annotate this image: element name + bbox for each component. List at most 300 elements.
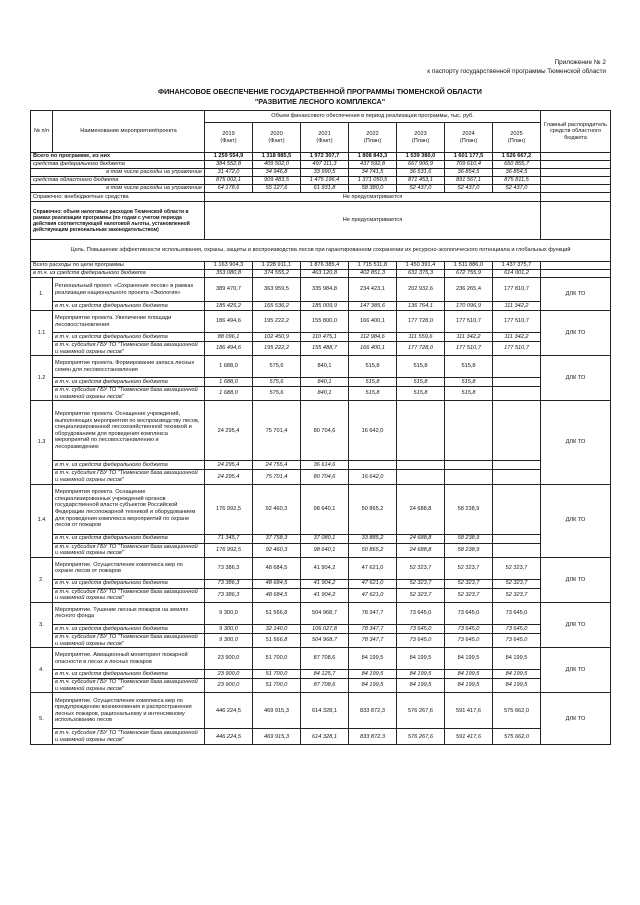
value-cell: 73 645,0 [397, 633, 445, 647]
value-cell: 446 224,5 [205, 729, 253, 745]
value-cell: 41 904,2 [301, 588, 349, 602]
value-cell [493, 356, 541, 378]
table-row [31, 333, 611, 342]
row-label: Мероприятие проекта. Формирование запаса лесных семян для лесовосстановления [53, 356, 205, 378]
table-row [31, 161, 611, 169]
appendix-line-1: Приложение № 2 [554, 59, 606, 66]
value-cell: 166 400,1 [349, 342, 397, 356]
value-cell: 84 199,5 [397, 670, 445, 679]
value-cell [349, 461, 397, 470]
value-cell: 24 688,8 [397, 543, 445, 557]
table-row [31, 484, 611, 534]
value-cell: 47 621,0 [349, 557, 397, 579]
value-cell: 52 323,7 [493, 579, 541, 588]
value-cell: 165 536,2 [253, 302, 301, 311]
value-cell: 614 328,1 [301, 693, 349, 729]
value-cell: 469 915,3 [253, 729, 301, 745]
row-label: Мероприятия проекта. Оснащение специализированных учреждений органов государственной власти субъектов Российской Федерации лесопожарной техникой и оборудованием для проведения комплекса мероприятий по охране лесов от пожаров [53, 484, 205, 534]
value-cell: 102 450,9 [253, 333, 301, 342]
year-status: (План) [411, 137, 430, 144]
value-cell: 31 472,0 [205, 169, 253, 177]
table-row [31, 278, 611, 302]
value-cell: 9 300,0 [205, 624, 253, 633]
row-label: Мероприятие. Осуществление комплекса мер по предупреждению возникновения и распространения лесных пожаров, рациональному и интенсивному использованию лесов [53, 693, 205, 729]
value-cell [445, 461, 493, 470]
value-cell: 840,1 [301, 387, 349, 401]
value-cell: 111 342,2 [493, 302, 541, 311]
value-cell: 195 222,2 [253, 342, 301, 356]
value-cell: 51 700,0 [253, 670, 301, 679]
value-cell: 52 323,7 [397, 588, 445, 602]
table-row [31, 679, 611, 693]
value-cell: 51 566,8 [253, 633, 301, 647]
value-cell: 84 125,7 [301, 670, 349, 679]
item-number: 1. [31, 278, 53, 311]
row-label: Мероприятие. Авиационный мониторинг пожарной опасности в лесах и лесных пожаров [53, 648, 205, 670]
value-cell: 73 645,0 [493, 624, 541, 633]
value-cell: 186 494,6 [205, 342, 253, 356]
value-cell: 112 984,6 [349, 333, 397, 342]
value-cell: 515,8 [445, 356, 493, 378]
value-cell: 840,1 [301, 356, 349, 378]
document-title: ФИНАНСОВОЕ ОБЕСПЕЧЕНИЕ ГОСУДАРСТВЕННОЙ ПРОГРАММЫ ТЮМЕНСКОЙ ОБЛАСТИ [158, 87, 482, 96]
value-cell: 1 475 196,4 [301, 177, 349, 185]
value-cell: 111 342,2 [493, 333, 541, 342]
table-row [31, 262, 611, 270]
table-row [31, 602, 611, 624]
finance-table [30, 110, 611, 745]
value-cell: 575,6 [253, 356, 301, 378]
value-cell: 47 621,0 [349, 588, 397, 602]
year-value: 2020 [270, 130, 283, 137]
value-cell: 363 959,5 [253, 278, 301, 302]
value-cell: 1 808 843,3 [349, 153, 397, 161]
manager-cell [541, 193, 611, 202]
table-row [31, 311, 611, 333]
value-cell: 177 510,7 [445, 342, 493, 356]
reference-value: Не предусматривается [205, 193, 541, 202]
item-number: 4. [31, 648, 53, 693]
value-cell: 1 228 911,1 [253, 262, 301, 270]
row-label: Мероприятие проекта. Увеличение площади лесовосстановления [53, 311, 205, 333]
table-row [31, 185, 611, 193]
reference-label: Справочно: внебюджетные средства [31, 193, 205, 202]
item-number: 1.3 [31, 401, 53, 484]
year-value: 2023 [414, 130, 427, 137]
value-cell: 515,8 [349, 387, 397, 401]
value-cell: 84 199,5 [349, 648, 397, 670]
value-cell: 48 684,5 [253, 579, 301, 588]
value-cell: 84 199,5 [445, 670, 493, 679]
value-cell: 875 002,1 [205, 177, 253, 185]
value-cell: 61 931,8 [301, 185, 349, 193]
value-cell: 23 900,0 [205, 648, 253, 670]
manager-cell [541, 153, 611, 161]
value-cell: 52 323,7 [445, 579, 493, 588]
value-cell: 73 645,0 [397, 624, 445, 633]
value-cell: 33 990,5 [301, 169, 349, 177]
row-label: в т.ч. из средств федерального бюджета [53, 378, 205, 387]
value-cell: 374 555,2 [253, 270, 301, 278]
row-label: Региональный проект. «Сохранение лесов» в рамках реализации национального проекта «Экология» [53, 278, 205, 302]
value-cell [493, 484, 541, 534]
value-cell: 78 347,7 [349, 602, 397, 624]
value-cell: 672 755,9 [445, 270, 493, 278]
row-label: в том числе расходы на управление [31, 169, 205, 177]
value-cell: 515,8 [445, 378, 493, 387]
value-cell: 909 483,5 [253, 177, 301, 185]
value-cell: 36 531,6 [397, 169, 445, 177]
value-cell [493, 387, 541, 401]
table-row [31, 470, 611, 484]
value-cell: 335 984,8 [301, 278, 349, 302]
value-cell: 73 386,3 [205, 557, 253, 579]
table-body [31, 111, 611, 745]
value-cell: 73 645,0 [493, 633, 541, 647]
value-cell: 111 342,2 [445, 333, 493, 342]
table-row [31, 557, 611, 579]
value-cell [397, 401, 445, 461]
value-cell: 58 238,9 [445, 484, 493, 534]
value-cell [493, 401, 541, 461]
value-cell: 667 906,9 [397, 161, 445, 169]
value-cell: 75 701,4 [253, 470, 301, 484]
value-cell [493, 543, 541, 557]
value-cell: 52 323,7 [397, 579, 445, 588]
value-cell: 75 701,4 [253, 401, 301, 461]
value-cell: 709 610,4 [445, 161, 493, 169]
value-cell: 111 559,6 [397, 333, 445, 342]
value-cell: 170 096,9 [445, 302, 493, 311]
value-cell [445, 401, 493, 461]
table-row [31, 588, 611, 602]
row-label: в т.ч. из средств федерального бюджета [53, 624, 205, 633]
row-label: в т.ч. из средств федерального бюджета [53, 534, 205, 543]
value-cell: 87 708,6 [301, 679, 349, 693]
value-cell: 515,8 [397, 387, 445, 401]
value-cell: 73 645,0 [445, 633, 493, 647]
manager-cell: ДЛК ТО [541, 693, 611, 745]
value-cell: 575,6 [253, 387, 301, 401]
header-year [253, 123, 301, 153]
item-number: 1.1 [31, 311, 53, 356]
document-subtitle: "РАЗВИТИЕ ЛЕСНОГО КОМПЛЕКСА" [254, 97, 386, 106]
value-cell: 84 199,5 [349, 670, 397, 679]
value-cell: 9 300,0 [205, 633, 253, 647]
manager-cell: ДЛК ТО [541, 602, 611, 647]
row-label: Мероприятие проекта. Оснащение учреждений, выполняющих мероприятия по воспроизводству лесов, специализированной лесохозяйственной техникой и оборудованием для проведения комплекса мероприятий по лесовосстановлению и лесоразведению [53, 401, 205, 461]
item-number: 3. [31, 602, 53, 647]
value-cell: 1 318 985,5 [253, 153, 301, 161]
value-cell: 389 470,7 [205, 278, 253, 302]
value-cell [493, 470, 541, 484]
table-row [31, 670, 611, 679]
value-cell: 50 865,2 [349, 543, 397, 557]
table-row [31, 177, 611, 185]
manager-cell: ДЛК ТО [541, 557, 611, 602]
value-cell: 136 764,1 [397, 302, 445, 311]
value-cell: 177 510,7 [445, 311, 493, 333]
value-cell: 78 347,7 [349, 633, 397, 647]
value-cell: 24 295,4 [205, 461, 253, 470]
table-row [31, 387, 611, 401]
value-cell: 1 511 886,0 [445, 262, 493, 270]
year-value: 2021 [318, 130, 331, 137]
goal-text: Цель. Повышение эффективности использования, охраны, защиты и воспроизводства лесов при гарантированном сохранении их ресурсно-экологического потенциала и глобальных функций [31, 240, 611, 262]
value-cell: 52 323,7 [397, 557, 445, 579]
value-cell: 92 460,3 [253, 484, 301, 534]
value-cell: 575 662,0 [493, 693, 541, 729]
value-cell: 236 265,4 [445, 278, 493, 302]
value-cell: 52 437,0 [493, 185, 541, 193]
value-cell: 1 972 307,7 [301, 153, 349, 161]
value-cell: 73 645,0 [445, 624, 493, 633]
row-label: в т.ч. из средств федерального бюджета [53, 302, 205, 311]
value-cell: 52 437,0 [397, 185, 445, 193]
row-label: в т.ч. из средств федерального бюджета [53, 333, 205, 342]
value-cell: 177 728,0 [397, 311, 445, 333]
table-row [31, 302, 611, 311]
value-cell [445, 470, 493, 484]
goal-row [31, 240, 611, 262]
header-manager: Главный распорядитель средств областного бюджета [541, 111, 611, 153]
value-cell: 833 872,3 [349, 693, 397, 729]
table-row [31, 624, 611, 633]
value-cell: 64 178,6 [205, 185, 253, 193]
value-cell: 52 323,7 [493, 557, 541, 579]
value-cell: 1 688,0 [205, 378, 253, 387]
value-cell [397, 470, 445, 484]
value-cell: 24 295,4 [205, 401, 253, 461]
value-cell: 84 199,5 [493, 648, 541, 670]
value-cell: 1 715 511,8 [349, 262, 397, 270]
appendix-line-2: к паспорту государственной программы Тюменской области [427, 67, 606, 75]
value-cell: 34 741,5 [349, 169, 397, 177]
manager-cell: ДЛК ТО [541, 278, 611, 311]
manager-cell: ДЛК ТО [541, 356, 611, 401]
value-cell: 515,8 [349, 378, 397, 387]
row-label: в т.ч. из средств федерального бюджета [53, 579, 205, 588]
value-cell: 84 199,5 [493, 670, 541, 679]
year-value: 2024 [462, 130, 475, 137]
value-cell: 515,8 [397, 378, 445, 387]
value-cell: 176 992,5 [205, 543, 253, 557]
row-label: в том числе расходы на управление [31, 185, 205, 193]
value-cell: 155 488,7 [301, 342, 349, 356]
value-cell: 1 163 904,3 [205, 262, 253, 270]
value-cell: 1 688,0 [205, 387, 253, 401]
value-cell: 98 640,1 [301, 543, 349, 557]
item-number: 5. [31, 693, 53, 745]
table-row [31, 693, 611, 729]
row-label: средства областного бюджета [31, 177, 205, 185]
value-cell: 88 096,1 [205, 333, 253, 342]
value-cell: 176 992,5 [205, 484, 253, 534]
table-row [31, 342, 611, 356]
row-label: в т.ч. субсидия ГБУ ТО "Тюменская база авиационной и наземной охраны лесов" [53, 470, 205, 484]
value-cell: 186 494,6 [205, 311, 253, 333]
row-label: средства федерального бюджета [31, 161, 205, 169]
value-cell: 48 684,5 [253, 588, 301, 602]
value-cell: 48 684,5 [253, 557, 301, 579]
year-status: (Факт) [268, 137, 285, 144]
value-cell: 78 347,7 [349, 624, 397, 633]
value-cell: 891 567,1 [445, 177, 493, 185]
header-year [301, 123, 349, 153]
row-label: в т.ч. субсидия ГБУ ТО "Тюменская база авиационной и наземной охраны лесов" [53, 729, 205, 745]
value-cell: 353 080,8 [205, 270, 253, 278]
value-cell: 41 904,2 [301, 557, 349, 579]
year-value: 2022 [366, 130, 379, 137]
value-cell: 37 080,1 [301, 534, 349, 543]
value-cell: 51 700,0 [253, 679, 301, 693]
value-cell: 833 872,3 [349, 729, 397, 745]
value-cell: 591 417,6 [445, 693, 493, 729]
table-row [31, 729, 611, 745]
table-row [31, 534, 611, 543]
value-cell: 33 885,2 [349, 534, 397, 543]
year-status: (План) [507, 137, 526, 144]
value-cell: 73 645,0 [493, 602, 541, 624]
value-cell: 110 475,1 [301, 333, 349, 342]
value-cell: 1 526 667,2 [493, 153, 541, 161]
manager-cell: ДЛК ТО [541, 648, 611, 693]
value-cell: 614 001,2 [493, 270, 541, 278]
year-status: (Факт) [220, 137, 237, 144]
value-cell: 50 865,2 [349, 484, 397, 534]
value-cell: 84 199,5 [397, 679, 445, 693]
row-label: Мероприятие. Тушение лесных пожаров на землях лесного фонда [53, 602, 205, 624]
year-status: (Факт) [316, 137, 333, 144]
value-cell: 469 915,3 [253, 693, 301, 729]
header-year [493, 123, 541, 153]
row-label: в т.ч. субсидия ГБУ ТО "Тюменская база авиационной и наземной охраны лесов" [53, 387, 205, 401]
value-cell: 177 810,7 [493, 278, 541, 302]
value-cell [397, 461, 445, 470]
manager-cell [541, 185, 611, 193]
table-row [31, 356, 611, 378]
value-cell: 155 800,0 [301, 311, 349, 333]
reference-row [31, 202, 611, 240]
value-cell: 1 437 375,7 [493, 262, 541, 270]
value-cell: 9 300,0 [205, 602, 253, 624]
header-row-1 [31, 111, 611, 123]
value-cell: 16 642,0 [349, 470, 397, 484]
value-cell: 34 946,8 [253, 169, 301, 177]
value-cell: 497 111,3 [301, 161, 349, 169]
value-cell: 1 259 554,9 [205, 153, 253, 161]
value-cell: 1 688,0 [205, 356, 253, 378]
value-cell: 47 621,0 [349, 579, 397, 588]
reference-value: Не предусматривается [205, 202, 541, 240]
value-cell: 55 127,6 [253, 185, 301, 193]
manager-cell: ДЛК ТО [541, 311, 611, 356]
value-cell: 575 662,0 [493, 729, 541, 745]
value-cell: 36 614,6 [301, 461, 349, 470]
manager-cell [541, 161, 611, 169]
value-cell: 875 811,5 [493, 177, 541, 185]
row-label: в т.ч. из средств федерального бюджета [31, 270, 205, 278]
value-cell: 234 423,1 [349, 278, 397, 302]
value-cell: 515,8 [349, 356, 397, 378]
year-status: (План) [459, 137, 478, 144]
value-cell: 84 199,5 [397, 648, 445, 670]
row-label: в т.ч. субсидия ГБУ ТО "Тюменская база авиационной и наземной охраны лесов" [53, 588, 205, 602]
value-cell: 1 876 385,4 [301, 262, 349, 270]
value-cell: 446 224,5 [205, 693, 253, 729]
manager-cell [541, 169, 611, 177]
value-cell: 1 601 177,5 [445, 153, 493, 161]
value-cell: 73 386,3 [205, 579, 253, 588]
value-cell: 41 904,2 [301, 579, 349, 588]
value-cell: 177 510,7 [493, 311, 541, 333]
row-label: в т.ч. субсидия ГБУ ТО "Тюменская база авиационной и наземной охраны лесов" [53, 679, 205, 693]
value-cell: 576 267,6 [397, 729, 445, 745]
value-cell: 58 238,9 [445, 543, 493, 557]
value-cell: 840,1 [301, 378, 349, 387]
value-cell: 80 704,6 [301, 401, 349, 461]
value-cell: 98 640,1 [301, 484, 349, 534]
value-cell: 166 400,1 [349, 311, 397, 333]
table-row [31, 401, 611, 461]
value-cell: 147 385,6 [349, 302, 397, 311]
value-cell: 591 417,6 [445, 729, 493, 745]
value-cell: 575,6 [253, 378, 301, 387]
value-cell: 177 728,0 [397, 342, 445, 356]
table-row [31, 461, 611, 470]
value-cell: 52 437,0 [445, 185, 493, 193]
value-cell: 73 645,0 [445, 602, 493, 624]
header-year [397, 123, 445, 153]
value-cell: 71 345,7 [205, 534, 253, 543]
header-year [349, 123, 397, 153]
value-cell: 23 900,0 [205, 679, 253, 693]
value-cell: 92 460,3 [253, 543, 301, 557]
year-status: (План) [363, 137, 382, 144]
value-cell: 576 267,6 [397, 693, 445, 729]
manager-cell [541, 262, 611, 270]
value-cell: 84 199,5 [445, 679, 493, 693]
item-number: 2. [31, 557, 53, 602]
manager-cell [541, 177, 611, 185]
row-label: Всего по программе, из них [31, 153, 205, 161]
value-cell: 202 932,6 [397, 278, 445, 302]
table-row [31, 378, 611, 387]
value-cell: 23 900,0 [205, 670, 253, 679]
header-year [445, 123, 493, 153]
row-label: Всего расходы по цели программы [31, 262, 205, 270]
manager-cell: ДЛК ТО [541, 484, 611, 557]
value-cell: 463 120,8 [301, 270, 349, 278]
item-number: 1.4 [31, 484, 53, 557]
value-cell: 51 700,0 [253, 648, 301, 670]
year-value: 2025 [510, 130, 523, 137]
value-cell: 52 323,7 [445, 557, 493, 579]
row-label: в т.ч. из средств федерального бюджета [53, 670, 205, 679]
row-label: в т.ч. субсидия ГБУ ТО "Тюменская база авиационной и наземной охраны лесов" [53, 342, 205, 356]
header-year [205, 123, 253, 153]
row-label: в т.ч. субсидия ГБУ ТО "Тюменская база авиационной и наземной охраны лесов" [53, 543, 205, 557]
value-cell [493, 534, 541, 543]
value-cell: 185 425,2 [205, 302, 253, 311]
value-cell: 73 386,3 [205, 588, 253, 602]
table-row [31, 579, 611, 588]
value-cell: 871 453,1 [397, 177, 445, 185]
row-label: в т.ч. субсидия ГБУ ТО "Тюменская база авиационной и наземной охраны лесов" [53, 633, 205, 647]
value-cell: 1 371 050,5 [349, 177, 397, 185]
value-cell: 515,8 [445, 387, 493, 401]
value-cell: 36 854,5 [445, 169, 493, 177]
